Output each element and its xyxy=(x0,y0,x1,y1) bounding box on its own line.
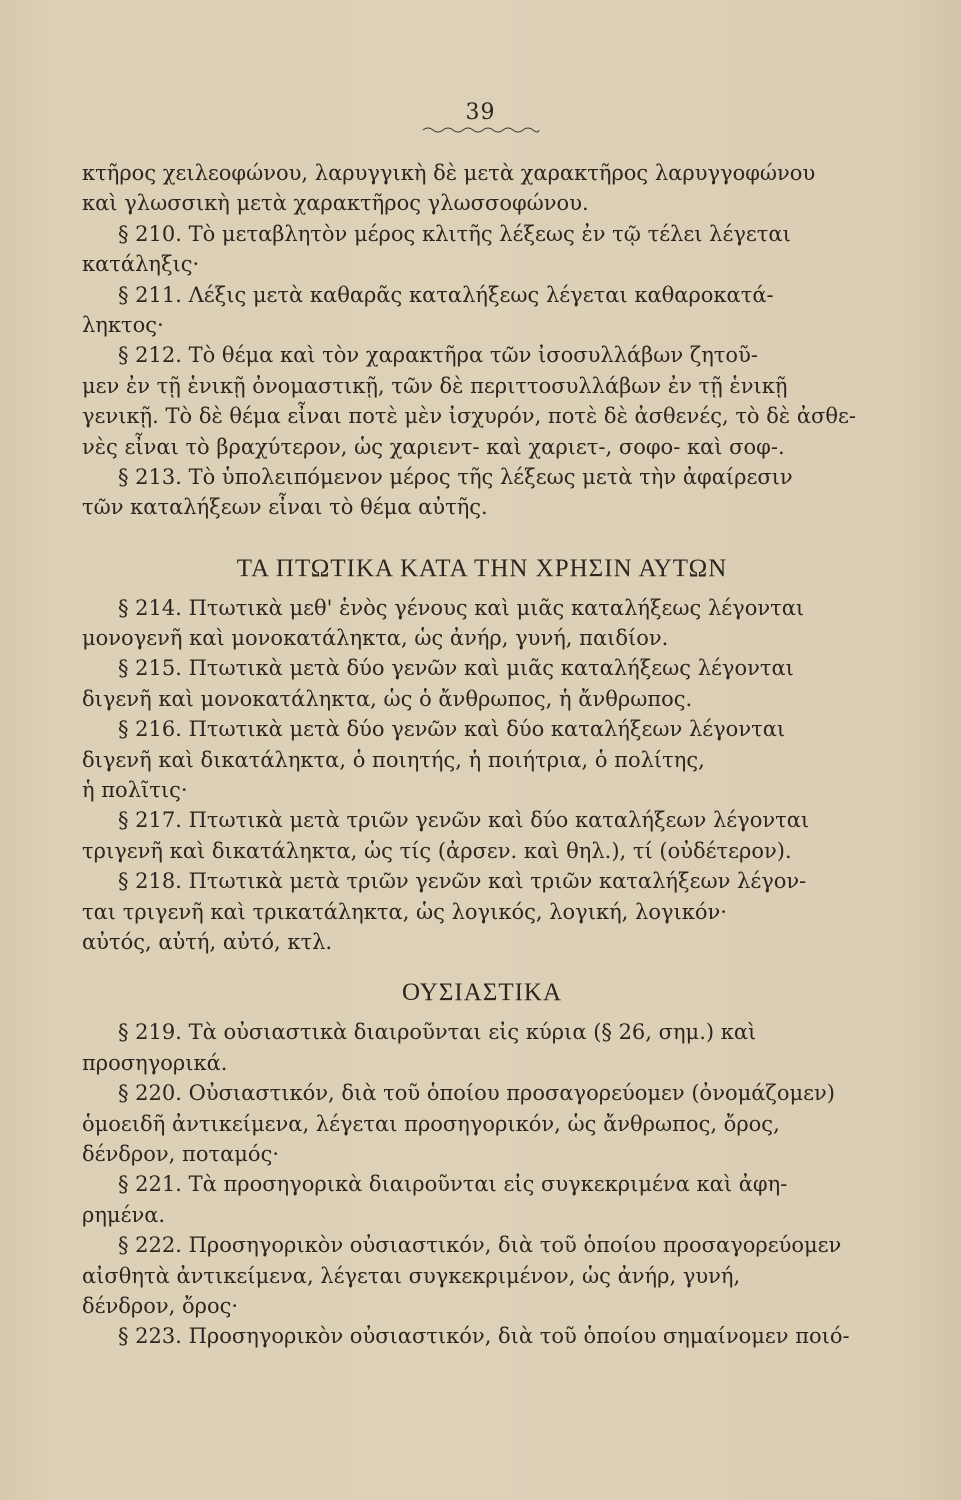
text-line: τῶν καταλήξεων εἶναι τὸ θέμα αὐτῆς. xyxy=(82,495,488,520)
text-line: καὶ γλωσσικὴ μετὰ χαρακτῆρος γλωσσοφώνου. xyxy=(82,191,589,216)
text-line: αἰσθητὰ ἀντικείμενα, λέγεται συγκεκριμένον, ὡς ἀνήρ, γυνή, xyxy=(82,1263,741,1288)
text-line: διγενῆ καὶ μονοκατάληκτα, ὡς ὁ ἄνθρωπος, ἡ ἄνθρωπος. xyxy=(82,686,693,711)
paragraph-221-start: § 221. Τὰ προσηγορικὰ διαιροῦνται εἰς συγκεκριμένα καὶ ἀφη- xyxy=(118,1172,788,1197)
text-line: αὐτός, αὐτή, αὐτό, κτλ. xyxy=(82,929,333,954)
paragraph-218-start: § 218. Πτωτικὰ μετὰ τριῶν γενῶν καὶ τριῶν καταλήξεων λέγον- xyxy=(118,869,807,894)
text-line: δένδρον, ὄρος· xyxy=(82,1293,239,1318)
paragraph-216-start: § 216. Πτωτικὰ μετὰ δύο γενῶν καὶ δύο καταλήξεων λέγονται xyxy=(118,717,786,742)
paragraph-223-start: § 223. Προσηγορικὸν οὐσιαστικόν, διὰ τοῦ ὁποίου σημαίνομεν ποιό- xyxy=(118,1324,850,1349)
paragraph-219-start: § 219. Τὰ οὐσιαστικὰ διαιροῦνται εἰς κύρια (§ 26, σημ.) καὶ xyxy=(118,1020,757,1045)
text-line: γενικῇ. Τὸ δὲ θέμα εἶναι ποτὲ μὲν ἰσχυρόν, ποτὲ δὲ ἀσθενές, τὸ δὲ ἀσθε- xyxy=(82,404,856,429)
text-line: προσηγορικά. xyxy=(82,1050,228,1075)
text-line: ρημένα. xyxy=(82,1202,166,1227)
text-line: διγενῆ καὶ δικατάληκτα, ὁ ποιητής, ἡ ποιήτρια, ὁ πολίτης, xyxy=(82,747,705,772)
paragraph-215-start: § 215. Πτωτικὰ μετὰ δύο γενῶν καὶ μιᾶς καταλήξεως λέγονται xyxy=(118,656,794,681)
text-line: μονογενῆ καὶ μονοκατάληκτα, ὡς ἀνήρ, γυνή, παιδίον. xyxy=(82,626,669,651)
body-text xyxy=(82,158,882,1352)
paragraph-222-start: § 222. Προσηγορικὸν οὐσιαστικόν, διὰ τοῦ ὁποίου προσαγορεύομεν xyxy=(118,1233,842,1258)
paragraph-214-start: § 214. Πτωτικὰ μεθ' ἑνὸς γένους καὶ μιᾶς καταλήξεως λέγονται xyxy=(118,595,805,620)
paragraph-211-start: § 211. Λέξις μετὰ καθαρᾶς καταλήξεως λέγεται καθαροκατά- xyxy=(118,282,774,307)
paragraph-212-start: § 212. Τὸ θέμα καὶ τὸν χαρακτῆρα τῶν ἰσοσυλλάβων ζητοῦ- xyxy=(118,343,758,368)
page-number: 39 xyxy=(465,100,496,125)
text-line: κατάληξις· xyxy=(82,252,200,277)
paragraph-210-start: § 210. Τὸ μεταβλητὸν μέρος κλιτῆς λέξεως ἐν τῷ τέλει λέγεται xyxy=(118,221,791,246)
paragraph-213-start: § 213. Τὸ ὑπολειπόμενον μέρος τῆς λέξεως μετὰ τὴν ἀφαίρεσιν xyxy=(118,464,793,489)
text-line: νὲς εἶναι τὸ βραχύτερον, ὡς χαριεντ- καὶ χαριετ-, σοφο- καὶ σοφ-. xyxy=(82,434,785,459)
text-line: ὁμοειδῆ ἀντικείμενα, λέγεται προσηγορικόν, ὡς ἄνθρωπος, ὄρος, xyxy=(82,1111,780,1136)
section-heading-ousiastika: ΟΥΣΙΑΣΤΙΚΑ xyxy=(401,979,563,1007)
text-line: δένδρον, ποταμός· xyxy=(82,1141,280,1166)
text-line: κτῆρος χειλεοφώνου, λαρυγγικὴ δὲ μετὰ χαρακτῆρος λαρυγγοφώνου xyxy=(82,161,816,185)
page-header xyxy=(0,100,961,135)
text-line: μεν ἐν τῇ ἑνικῇ ὀνομαστικῇ, τῶν δὲ περιττοσυλλάβων ἐν τῇ ἑνικῇ xyxy=(82,373,788,398)
section-heading-ptotika: ΤΑ ΠΤΩΤΙΚΑ ΚΑΤΑ ΤΗΝ ΧΡΗΣΙΝ ΑΥΤΩΝ xyxy=(236,554,728,582)
paragraph-220-start: § 220. Οὐσιαστικόν, διὰ τοῦ ὁποίου προσαγορεύομεν (ὀνομάζομεν) xyxy=(118,1081,835,1106)
text-line: ληκτος· xyxy=(82,312,164,337)
text-line: ται τριγενῆ καὶ τρικατάληκτα, ὡς λογικός, λογική, λογικόν· xyxy=(82,899,727,924)
text-line: τριγενῆ καὶ δικατάληκτα, ὡς τίς (ἀρσεν. καὶ θηλ.), τί (οὐδέτερον). xyxy=(82,838,792,863)
wavy-rule-ornament xyxy=(421,125,541,135)
text-line: ἡ πολῖτις· xyxy=(82,778,188,803)
paragraph-217-start: § 217. Πτωτικὰ μετὰ τριῶν γενῶν καὶ δύο καταλήξεων λέγονται xyxy=(118,808,810,833)
